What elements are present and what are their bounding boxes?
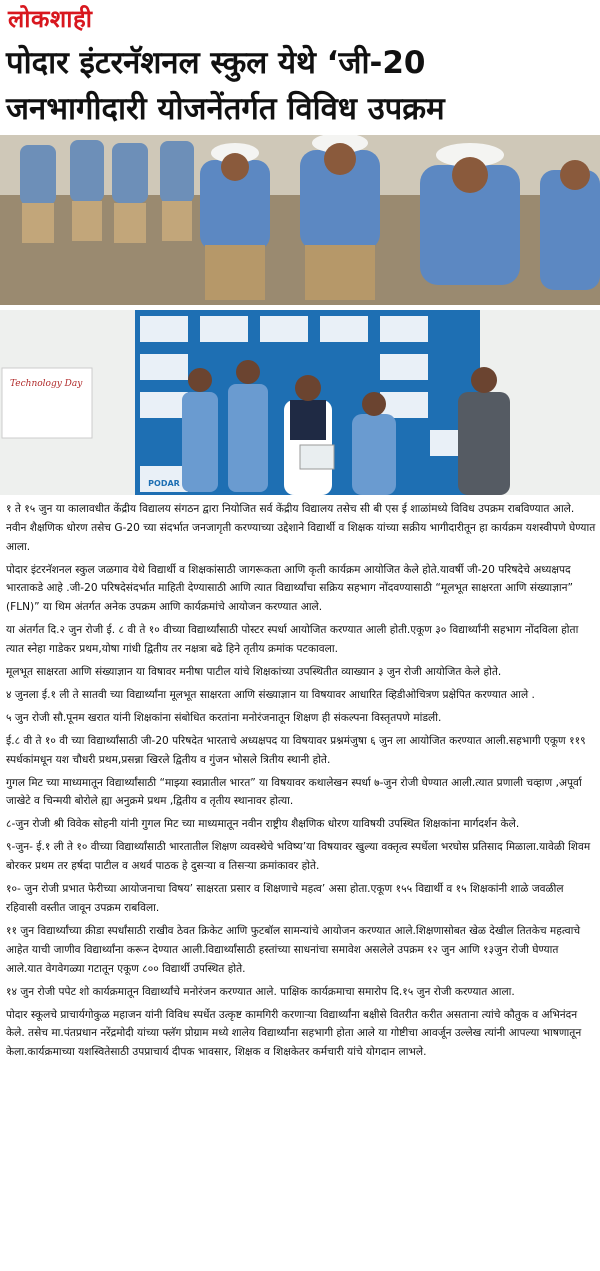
paragraph: ८-जुन रोजी श्री विवेक सोहनी यांनी गुगल मिट च्या माध्यमातून नवीन राष्ट्रीय शैक्षणिक धोरण याविषयी उपस्थित शिक्षकांना मार्गदर्शन केले. (6, 818, 520, 831)
paragraph: ४ जुनला ई.१ ली ते सातवी च्या विद्यार्थ्यांना मूलभूत साक्षरता आणि संख्याज्ञान या विषयावर आधारित व्हिडीओचित्रण प्रक्षेपित करण्यात आले . (6, 688, 535, 701)
paragraph: ११ जुन विद्यार्थ्यांच्या क्रीडा स्पर्धांसाठी राखीव ठेवत क्रिकेट आणि फुटबॉल सामन्यांचे आयोजन करण्यात आले.शिक्षणासोबत खेळ देखील तितकेच महत्वाचे आहेत याची जाणीव विद्यार्थ्यांना करून देण्यात आली.विद्यार्थ्यांसाठी हस्तांच्या साधनांचा समावेश असलेले उपक्रम १२ जुन आणि १३जुन रोजी घेण्यात आले.यात वेगवेगळ्या गटातून एकूण ८०० विद्यार्थी उपस्थित होते. (6, 925, 581, 975)
paragraph: पोदार स्कूलचे प्राचार्यगोकुळ महाजन यांनी विविध स्पर्धेत उत्कृष्ट कामगिरी करणाऱ्या विद्यार्थ्यांना बक्षीसे वितरीत करीत असताना त्यांचे कौतुक व अभिनंदन केले. तसेच मा.पंतप्रधान नरेंद्रमोदी यांच्या फ्लॅग प्रोग्राम मध्ये शालेय विद्यार्थ्यांना सहभागी होता आले या गोष्टीचा आवर्जून उल्लेख त्यांनी आपल्या भाषणातून केला.कार्यक्रमाच्या यशस्वितेसाठी उपप्राचार्य दीपक भावसार, शिक्षक व शिक्षकेतर कर्मचारी यांचे योगदान लाभले. (6, 1008, 582, 1059)
photo-students-rally (0, 135, 600, 305)
paragraph: ५ जुन रोजी सौ.पूनम खरात यांनी शिक्षकांना संबोधित करतांना मनोरंजनातून शिक्षण ही संकल्पना विस्तृतपणे मांडली. (6, 711, 442, 724)
paragraph: गुगल मिट च्या माध्यमातून विद्यार्थ्यांसाठी “माझ्या स्वप्नातील भारत” या विषयावर कथालेखन स्पर्धा ७-जुन रोजी घेण्यात आली.त्यात प्रणाली चव्हाण ,अपूर्वा जाखेटे व चिन्मयी बोरोले ह्या अनुक्रमे प्रथम ,द्वितीय व तृतीय स्थानावर होत्या. (6, 776, 582, 808)
article-body (6, 500, 596, 1066)
paragraph: १ ते १५ जुन या कालावधीत केंद्रीय विद्यालय संगठन द्वारा नियोजित सर्व केंद्रीय विद्यालय तसेच सी बी एस ई शाळांमध्ये विविध उपक्रम राबविण्यात आले. नवीन शैक्षणिक धोरण तसेच G-20 च्या संदर्भात जनजागृती करण्याच्या उद्देशाने विद्यार्थी व शिक्षक यांच्या सक्रीय भागीदारीतून हा कार्यक्रम यशस्वीपणे घेण्यात आला. (6, 503, 596, 553)
paragraph: पोदार इंटरनॅशनल स्कुल जळगाव येथे विद्यार्थी व शिक्षकांसाठी जागरूकता आणि कृती कार्यक्रम आयोजित केले होते.यावर्षी जी-20 परिषदेचे अध्यक्षपद भारताकडे आहे .जी-20 परिषदेसंदर्भात माहिती देण्यासाठी आणि त्यात विद्यार्थ्यांचा सक्रिय सहभाग नोंदवण्यासाठी “मूलभूत साक्षरता आणि संख्याज्ञान” (FLN)” या थिम अंतर्गत अनेक उपक्रम आणि कार्यक्रमांचे आयोजन करण्यात आले. (6, 563, 573, 614)
paragraph: ९-जुन- ई.१ ली ते १० वीच्या विद्यार्थ्यांसाठी भारतातील शिक्षण व्यवस्थेचे भविष्य’या विषयावर खुल्या वक्तृत्व स्पर्धेला भरघोस प्रतिसाद मिळाला.यावेळी शिवम बोरकर प्रथम तर हर्षदा पाटील व अथर्व पाठक हे दुसऱ्या व तिसऱ्या क्रमांकावर होते. (6, 841, 591, 873)
paragraph: १०- जुन रोजी प्रभात फेरीच्या आयोजनाचा विषय’ साक्षरता प्रसार व शिक्षणाचे महत्व’ असा होता.एकूण १५५ विद्यार्थी व १५ शिक्षकांनी शाळे जवळील रहिवासी वस्तीत जावून उपक्रम राबविला. (6, 883, 564, 915)
headline-line-1: पोदार इंटरनॅशनल स्कुल येथे ‘जी-20 (6, 45, 426, 81)
poster-text: Technology Day (10, 379, 83, 389)
ceremony-illustration (0, 310, 600, 495)
headline-line-2: जनभागीदारी योजनेंतर्गत विविध उपक्रम (6, 91, 445, 127)
photo-award-ceremony (0, 310, 600, 495)
banner-brand-text: PODAR (148, 479, 180, 488)
newspaper-masthead: लोकशाही (8, 5, 93, 33)
rally-illustration (0, 135, 600, 305)
article-headline (6, 40, 596, 132)
paragraph: या अंतर्गत दि.२ जुन रोजी ई. ८ वी ते १० वीच्या विद्यार्थ्यांसाठी पोस्टर स्पर्धा आयोजित करण्यात आली होती.एकूण ३० विद्यार्थ्यांनी सहभाग नोंदविला होता त्यात स्नेहा गाडेकर प्रथम,योषा गांधी द्वितीय तर नक्षत्रा बढे हिने तृतीय क्रमांक पटकावला. (6, 624, 579, 655)
paragraph: ई.८ वी ते १० वी च्या विद्यार्थ्यांसाठी जी-20 परिषदेत भारताचे अध्यक्षपद या विषयावर प्रश्नमंजुषा ६ जुन ला आयोजित करण्यात आली.सहभागी एकूण ११९ स्पर्धकांमधून यश चौधरी प्रथम,प्रसन्ना खिरले द्वितीय व गुंजन भोसले त्रितीय स्थानी होते. (6, 734, 586, 766)
paragraph: मूलभूत साक्षरता आणि संख्याज्ञान या विषावर मनीषा पाटील यांचे शिक्षकांच्या उपस्थितीत व्याख्यान ३ जुन रोजी आयोजित केले होते. (6, 665, 502, 678)
paragraph: १४ जुन रोजी पपेट शो कार्यक्रमातून विद्यार्थ्यांचे मनोरंजन करण्यात आले. पाक्षिक कार्यक्रमाचा समारोप दि.१५ जुन रोजी करण्यात आला. (6, 985, 515, 998)
